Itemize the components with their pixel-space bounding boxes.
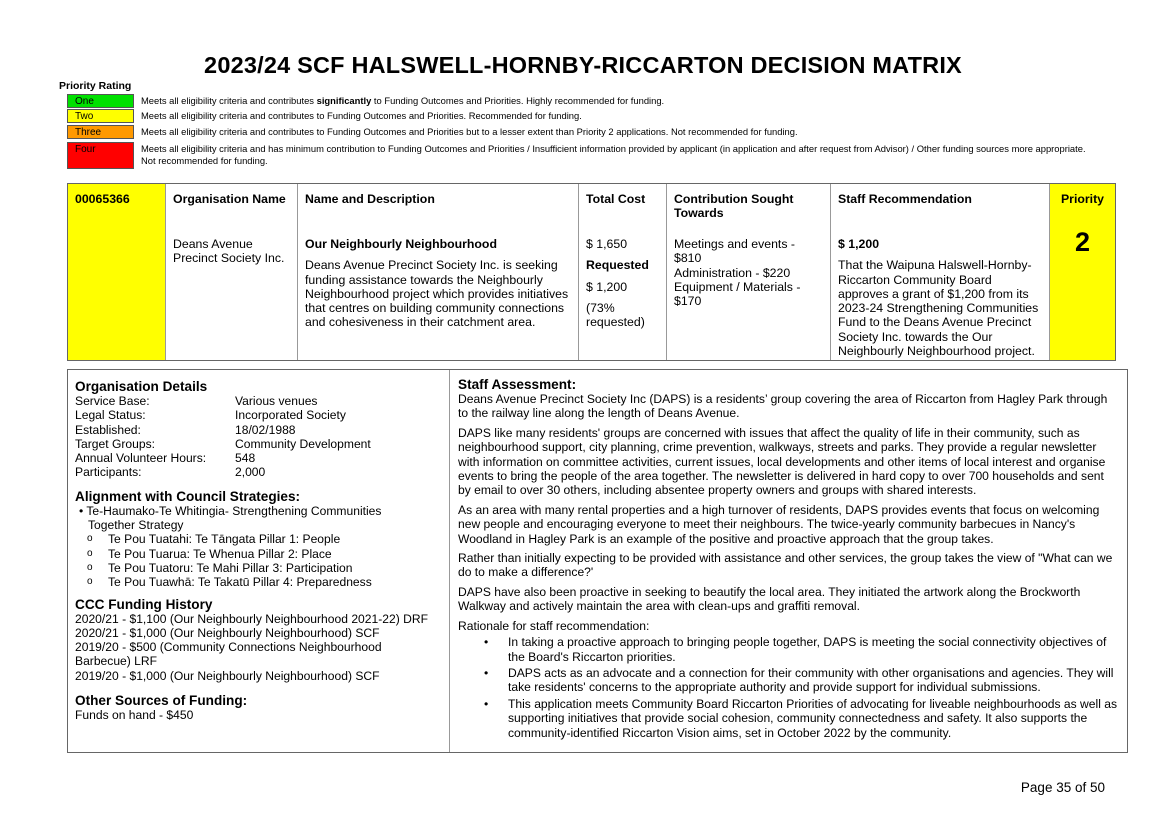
application-id-cell	[68, 184, 166, 360]
detail-row: Established: 18/02/1988	[75, 422, 296, 437]
organisation-name: Deans Avenue Precinct Society Inc.	[173, 237, 285, 266]
alignment-pillar: o Te Pou Tuarua: Te Whenua Pillar 2: Place	[87, 546, 332, 561]
contribution-cell	[667, 184, 831, 360]
project-cell	[298, 184, 579, 360]
page-number: Page 35 of 50	[1020, 780, 1105, 795]
contribution-item: Equipment / Materials - $170	[674, 279, 801, 309]
staff-assessment-column	[450, 370, 1127, 752]
project-description: Deans Avenue Precinct Society Inc. is seeking funding assistance towards the Neighbourly Neighbourhood project which provides initiatives that centres on building community connections and cohesiveness in their catchment area.	[305, 258, 569, 330]
project-header: Name and Description	[305, 192, 435, 206]
funding-history-heading: CCC Funding History	[75, 596, 213, 612]
priority-cell	[1050, 184, 1115, 360]
alignment-pillar: o Te Pou Tuawhā: Te Takatū Pillar 4: Preparedness	[87, 575, 372, 590]
rationale-list	[458, 635, 1119, 740]
alignment-pillar: o Te Pou Tuatahi: Te Tāngata Pillar 1: People	[87, 532, 341, 547]
rationale-item: • DAPS acts as an advocate and a connection for their community with other organisations and agencies. They will take residents' concerns to the appropriate authority and provide support for individual submissions.	[458, 666, 1119, 695]
staff-assessment-heading: Staff Assessment:	[458, 377, 577, 392]
rationale-item: • This application meets Community Board Riccarton Priorities of advocating for liveable neighbourhoods as well as supporting initiatives that provide social cohesion, community connectedness and safety. It also supports the community-identified Riccarton Vision aims, set in October 2022 by the community.	[458, 697, 1119, 740]
priority-swatch-two: Two	[67, 109, 134, 123]
requested-amount: $ 1,200	[586, 279, 628, 294]
organisation-details-column	[68, 370, 450, 752]
assessment-paragraph: DAPS have also been proactive in seeking to beautify the local area. They initiated the artwork along the Brockworth Walkway and actively maintain the area with clean-ups and graffiti removal.	[458, 584, 1081, 614]
alignment-heading: Alignment with Council Strategies:	[75, 488, 301, 504]
priority-desc-four: Meets all eligibility criteria and has minimum contribution to Funding Outcomes and Priorities / Insufficient information provided by applicant (in application and after request from Advisor) / Other funding sources more appropriate. Not recommended for funding.	[141, 143, 1086, 166]
assessment-paragraph: As an area with many rental properties and a high turnover of residents, DAPS provides events that focus on welcoming new people and encouraging everyone to meet their neighbours. The twice-yearly community barbecues in Nancy's Woodland in Hagley Park is an example of the positive and proactive approach that the group takes.	[458, 502, 1100, 546]
total-cost: $ 1,650	[586, 237, 628, 251]
priority-desc-two: Meets all eligibility criteria and contributes to Funding Outcomes and Priorities. Recommended for funding.	[141, 110, 582, 121]
rationale-item: • In taking a proactive approach to bringing people together, DAPS is meeting the social connectivity objectives of the Board's Riccarton priorities.	[458, 635, 1119, 664]
staff-amount: $ 1,200	[838, 237, 880, 251]
organisation-cell	[166, 184, 298, 360]
staff-recommendation-header: Staff Recommendation	[838, 192, 972, 206]
project-name: Our Neighbourly Neighbourhood	[305, 237, 497, 251]
funding-history-line: 2019/20 - $1,000 (Our Neighbourly Neighbourhood) SCF	[75, 668, 380, 683]
other-funding-heading: Other Sources of Funding:	[75, 693, 248, 709]
priority-header: Priority	[1060, 192, 1105, 206]
details-panel	[67, 369, 1128, 753]
detail-row: Service Base: Various venues	[75, 394, 318, 408]
organisation-header: Organisation Name	[173, 192, 286, 206]
priority-swatch-one: One	[67, 94, 134, 108]
priority-swatch-three: Three	[67, 125, 134, 139]
application-summary-table	[67, 183, 1116, 361]
staff-recommendation-text: That the Waipuna Halswell-Hornby-Riccarton Community Board approves a grant of $1,200 from its 2023-24 Strengthening Communities Fund to the Deans Avenue Precinct Society Inc. towards the Our Neighbourly Neighbourhood project.	[838, 258, 1039, 359]
funding-history-line: 2019/20 - $500 (Community Connections Neighbourhood Barbecue) LRF	[75, 640, 382, 669]
cost-cell	[579, 184, 667, 360]
priority-value: 2	[1074, 227, 1091, 257]
application-id: 00065366	[75, 192, 130, 206]
priority-swatch-four: Four	[67, 142, 134, 169]
staff-recommendation-cell	[831, 184, 1050, 360]
priority-desc-one: Meets all eligibility criteria and contributes significantly to Funding Outcomes and Priorities. Highly recommended for funding.	[141, 95, 665, 106]
requested-percent: (73% requested)	[586, 300, 645, 330]
priority-desc-three: Meets all eligibility criteria and contributes to Funding Outcomes and Priorities but to a lesser extent than Priority 2 applications. Not recommended for funding.	[141, 126, 798, 137]
contribution-header: Contribution Sought Towards	[674, 192, 794, 221]
detail-row: Target Groups: Community Development	[75, 436, 371, 451]
detail-row: Participants: 2,000	[75, 465, 266, 480]
contribution-item: Administration - $220	[674, 265, 791, 280]
assessment-paragraph: Deans Avenue Precinct Society Inc (DAPS) is a residents’ group covering the area of Riccarton from Hagley Park through to the railway line along the length of Deans Avenue.	[458, 392, 1108, 421]
detail-row: Annual Volunteer Hours: 548	[75, 451, 256, 466]
alignment-pillar: o Te Pou Tuatoru: Te Mahi Pillar 3: Participation	[87, 560, 353, 575]
organisation-details-heading: Organisation Details	[75, 379, 208, 394]
requested-label: Requested	[586, 258, 649, 273]
assessment-paragraph: Rather than initially expecting to be provided with assistance and other services, the group takes the view of "What can we do to make a difference?'	[458, 551, 1113, 580]
assessment-paragraph: DAPS like many residents' groups are concerned with issues that affect the quality of life in their community, such as neighbourhood support, city planning, crime prevention, walkways, streets and parks. They provide a regular newsletter with information on committee activities, current issues, local developments and other items of local interest and organise events to bring the people of the area together. The newsletter is delivered in hard copy to over 700 households and sent by email to over 30 others, including absentee property owners and groups with shared interests.	[458, 425, 1106, 498]
rationale-heading: Rationale for staff recommendation:	[458, 618, 650, 633]
priority-rating-heading: Priority Rating	[59, 80, 132, 92]
page-title: 2023/24 SCF HALSWELL-HORNBY-RICCARTON DECISION MATRIX	[204, 52, 962, 78]
funding-history-line: 2020/21 - $1,000 (Our Neighbourly Neighbourhood) SCF	[75, 625, 380, 640]
other-funding-line: Funds on hand - $450	[75, 708, 194, 723]
alignment-strategy: • Te-Haumako-Te Whitingia- Strengthening Communities Together Strategy	[79, 503, 382, 533]
funding-history-line: 2020/21 - $1,100 (Our Neighbourly Neighbourhood 2021-22) DRF	[75, 611, 428, 626]
cost-header: Total Cost	[586, 192, 646, 206]
detail-row: Legal Status: Incorporated Society	[75, 408, 346, 423]
contribution-item: Meetings and events - $810	[674, 237, 795, 266]
